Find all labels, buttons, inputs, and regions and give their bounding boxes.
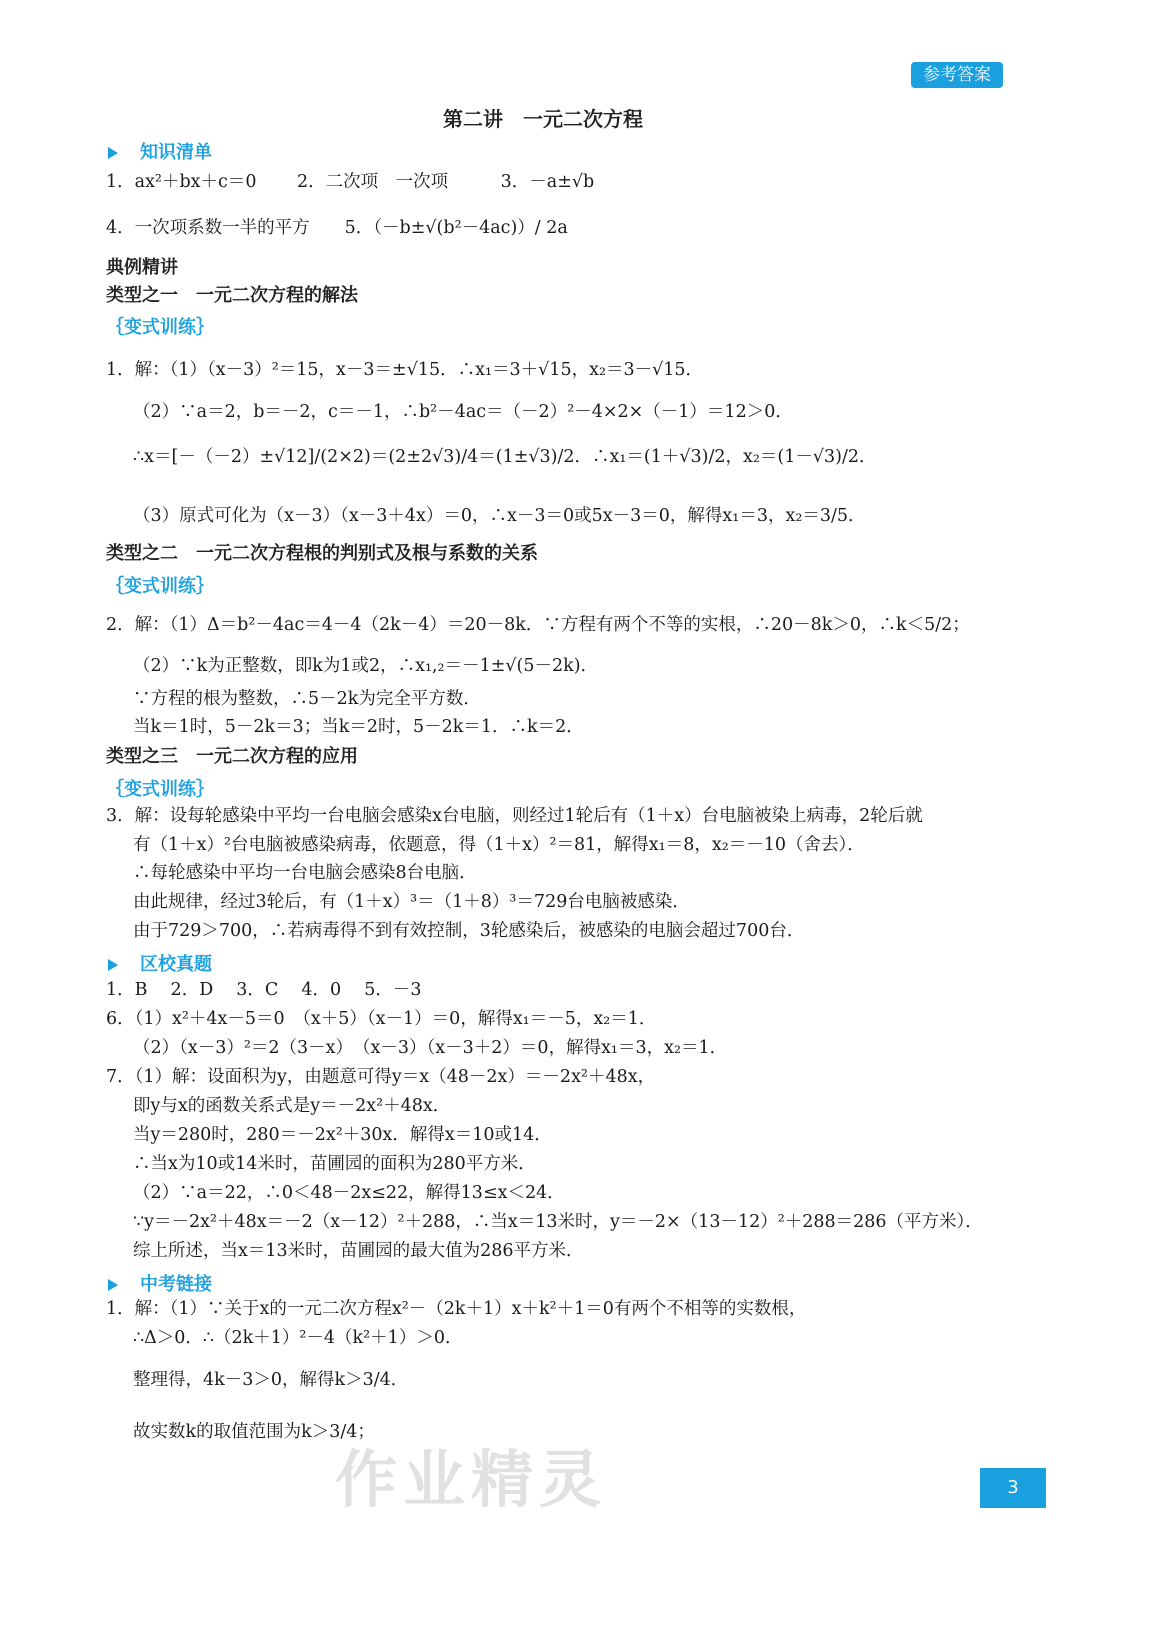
- section-heading-knowledge: 知识清单: [108, 138, 212, 164]
- section-heading-exam-links: 中考链接: [108, 1270, 212, 1296]
- answer-line: （2）∵a＝22，∴0＜48－2x≤22，解得13≤x＜24．: [133, 1183, 565, 1203]
- answer-line: 当k＝1时，5－2k＝3；当k＝2时，5－2k＝1．∴k＝2．: [133, 717, 584, 737]
- watermark: 作业精灵: [335, 1443, 608, 1516]
- page-title: 第二讲 一元二次方程: [443, 107, 643, 131]
- answer-line: 3．解：设每轮感染中平均一台电脑会感染x台电脑，则经过1轮后有（1＋x）台电脑被染上病毒，2轮后就: [106, 806, 923, 826]
- answer-line: 由此规律，经过3轮后，有（1＋x）³＝（1＋8）³＝729台电脑被感染．: [133, 892, 690, 912]
- page-number: 3: [980, 1468, 1046, 1508]
- answer-line: 1．B 2．D 3．C 4．0 5．－3: [106, 980, 422, 1000]
- answer-line: 故实数k的取值范围为k＞3/4；: [133, 1422, 375, 1442]
- answer-line: ∴Δ＞0．∴（2k＋1）²－4（k²＋1）＞0．: [133, 1328, 463, 1348]
- type-heading: 类型之二 一元二次方程根的判别式及根与系数的关系: [106, 543, 538, 564]
- answer-line: 1．解：（1）（x－3）²＝15，x－3＝±√15．∴x₁＝3＋√15，x₂＝3－√15．: [106, 360, 704, 380]
- section-heading-school-exams: 区校真题: [108, 950, 212, 976]
- drill-label: ｛变式训练｝: [106, 317, 214, 338]
- type-heading: 类型之一 一元二次方程的解法: [106, 285, 358, 306]
- answer-line: 即y与x的函数关系式是y＝－2x²＋48x．: [133, 1096, 451, 1116]
- arrow-icon: [108, 959, 118, 971]
- answer-line: 7．（1）解：设面积为y，由题意可得y＝x（48－2x）＝－2x²＋48x，: [106, 1067, 656, 1087]
- answer-line: 6．（1）x²＋4x－5＝0 （x＋5）（x－1）＝0，解得x₁＝－5，x₂＝1．: [106, 1009, 657, 1029]
- answer-line: ∵y＝－2x²＋48x＝－2（x－12）²＋288，∴当x＝13米时，y＝－2×（13－12）²＋288＝286（平方米）．: [133, 1212, 983, 1232]
- answer-line: 整理得，4k－3＞0，解得k＞3/4．: [133, 1370, 409, 1390]
- drill-label: ｛变式训练｝: [106, 779, 214, 800]
- answer-line: 1．ax²＋bx＋c＝0 2．二次项 一次项 3．－a±√b: [106, 172, 595, 192]
- answer-line: ∴当x为10或14米时，苗圃园的面积为280平方米．: [133, 1154, 536, 1174]
- type-heading: 类型之三 一元二次方程的应用: [106, 746, 358, 767]
- answer-key-badge: 参考答案: [911, 62, 1003, 88]
- answer-line: （3）原式可化为（x－3）（x－3＋4x）＝0，∴x－3＝0或5x－3＝0，解得x₁＝3，x₂＝3/5．: [133, 506, 866, 526]
- answer-line: （2）（x－3）²＝2（3－x） （x－3）（x－3＋2）＝0，解得x₁＝3，x₂＝1．: [133, 1038, 728, 1058]
- answer-line: 综上所述，当x＝13米时，苗圃园的最大值为286平方米．: [133, 1241, 584, 1261]
- arrow-icon: [108, 147, 118, 159]
- answer-line: 有（1＋x）²台电脑被感染病毒，依题意，得（1＋x）²＝81，解得x₁＝8，x₂＝－10（舍去）．: [133, 835, 865, 855]
- answer-line: 2．解：（1）Δ＝b²－4ac＝4－4（2k－4）＝20－8k．∵方程有两个不等的实根，∴20－8k＞0，∴k＜5/2；: [106, 615, 970, 635]
- answer-line: 由于729＞700，∴若病毒得不到有效控制，3轮感染后，被感染的电脑会超过700台．: [133, 921, 805, 941]
- answer-line: 1．解：（1）∵关于x的一元二次方程x²－（2k＋1）x＋k²＋1＝0有两个不相等的实数根，: [106, 1299, 807, 1319]
- answer-line: ∴每轮感染中平均一台电脑会感染8台电脑．: [133, 863, 477, 883]
- answer-line: 4．一次项系数一半的平方 5．（－b±√(b²－4ac)）/ 2a: [106, 218, 568, 238]
- answer-line: ∴x＝[－（－2）±√12]/(2×2)＝(2±2√3)/4＝(1±√3)/2．∴x₁＝(1＋√3)/2，x₂＝(1－√3)/2．: [133, 447, 877, 467]
- answer-line: 当y＝280时，280＝－2x²＋30x．解得x＝10或14．: [133, 1125, 552, 1145]
- arrow-icon: [108, 1279, 118, 1291]
- answer-line: ∵方程的根为整数，∴5－2k为完全平方数．: [133, 689, 481, 709]
- section-heading-examples: 典例精讲: [106, 257, 178, 278]
- drill-label: ｛变式训练｝: [106, 576, 214, 597]
- answer-line: （2）∵a＝2，b＝－2，c＝－1，∴b²－4ac＝（－2）²－4×2×（－1）＝12＞0．: [133, 402, 793, 422]
- answer-line: （2）∵k为正整数，即k为1或2，∴x₁,₂＝－1±√(5－2k)．: [133, 656, 599, 676]
